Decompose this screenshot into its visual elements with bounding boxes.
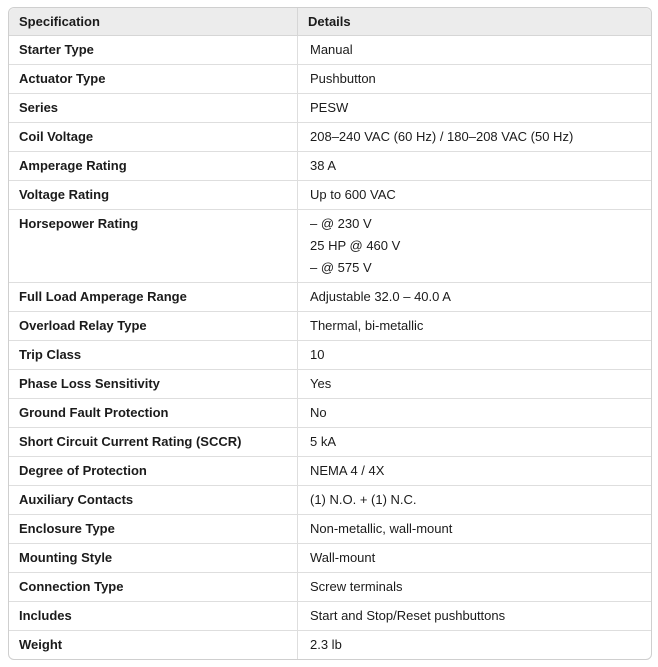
table-row bbox=[9, 601, 651, 630]
table-row bbox=[9, 209, 651, 282]
spec-details-cell bbox=[298, 180, 651, 209]
detail-line: (1) N.O. + (1) N.C. bbox=[310, 492, 417, 507]
table-row bbox=[9, 93, 651, 122]
detail-line: Up to 600 VAC bbox=[310, 187, 396, 202]
table-row bbox=[9, 572, 651, 601]
spec-details-cell bbox=[298, 151, 651, 180]
spec-name-cell: Series bbox=[9, 93, 298, 122]
table-row bbox=[9, 369, 651, 398]
detail-line: 10 bbox=[310, 347, 325, 362]
spec-name-cell: Short Circuit Current Rating (SCCR) bbox=[9, 427, 298, 456]
detail-line: – @ 230 V bbox=[310, 216, 372, 231]
spec-name-cell: Starter Type bbox=[9, 36, 298, 64]
detail-line: Adjustable 32.0 – 40.0 A bbox=[310, 289, 451, 304]
spec-details-cell bbox=[298, 340, 651, 369]
spec-details-cell bbox=[298, 311, 651, 340]
spec-details-cell bbox=[298, 36, 651, 64]
table-row bbox=[9, 485, 651, 514]
detail-line: 208–240 VAC (60 Hz) / 180–208 VAC (50 Hz) bbox=[310, 129, 574, 144]
spec-details-cell bbox=[298, 398, 651, 427]
table-row bbox=[9, 122, 651, 151]
detail-line: NEMA 4 / 4X bbox=[310, 463, 385, 478]
detail-line: 38 A bbox=[310, 158, 337, 173]
detail-line: – @ 575 V bbox=[310, 260, 372, 275]
spec-details-cell bbox=[298, 64, 651, 93]
table-row bbox=[9, 514, 651, 543]
spec-details-cell bbox=[298, 209, 651, 282]
spec-name-cell: Mounting Style bbox=[9, 543, 298, 572]
spec-details-cell bbox=[298, 485, 651, 514]
table-header bbox=[9, 8, 651, 36]
spec-details-cell bbox=[298, 427, 651, 456]
detail-line: Wall-mount bbox=[310, 550, 376, 565]
table-row bbox=[9, 64, 651, 93]
spec-details-cell bbox=[298, 122, 651, 151]
table-row bbox=[9, 151, 651, 180]
spec-name-cell: Horsepower Rating bbox=[9, 209, 298, 282]
table-row bbox=[9, 630, 651, 659]
specification-table bbox=[8, 7, 652, 660]
spec-name-cell: Full Load Amperage Range bbox=[9, 282, 298, 311]
spec-details-cell bbox=[298, 93, 651, 122]
table-header-row bbox=[9, 8, 651, 36]
spec-name-cell: Degree of Protection bbox=[9, 456, 298, 485]
spec-name-cell: Weight bbox=[9, 630, 298, 659]
detail-line: Manual bbox=[310, 42, 353, 57]
spec-name-cell: Actuator Type bbox=[9, 64, 298, 93]
spec-name-cell: Amperage Rating bbox=[9, 151, 298, 180]
table-row bbox=[9, 282, 651, 311]
spec-details-cell bbox=[298, 369, 651, 398]
detail-line: Non-metallic, wall-mount bbox=[310, 521, 453, 536]
table-row bbox=[9, 543, 651, 572]
spec-name-cell: Overload Relay Type bbox=[9, 311, 298, 340]
spec-name-cell: Phase Loss Sensitivity bbox=[9, 369, 298, 398]
spec-details-cell bbox=[298, 630, 651, 659]
spec-details-cell bbox=[298, 572, 651, 601]
detail-line: Screw terminals bbox=[310, 579, 403, 594]
detail-line: Thermal, bi-metallic bbox=[310, 318, 424, 333]
spec-details-cell bbox=[298, 514, 651, 543]
spec-name-cell: Auxiliary Contacts bbox=[9, 485, 298, 514]
table-row bbox=[9, 340, 651, 369]
spec-details-cell bbox=[298, 601, 651, 630]
spec-details-cell bbox=[298, 282, 651, 311]
spec-name-cell: Voltage Rating bbox=[9, 180, 298, 209]
spec-name-cell: Enclosure Type bbox=[9, 514, 298, 543]
detail-line: Yes bbox=[310, 376, 332, 391]
detail-line: No bbox=[310, 405, 327, 420]
spec-name-cell: Trip Class bbox=[9, 340, 298, 369]
detail-line: 25 HP @ 460 V bbox=[310, 238, 401, 253]
detail-line: PESW bbox=[310, 100, 349, 115]
spec-name-cell: Ground Fault Protection bbox=[9, 398, 298, 427]
table-row bbox=[9, 180, 651, 209]
spec-details-cell bbox=[298, 543, 651, 572]
spec-name-cell: Coil Voltage bbox=[9, 122, 298, 151]
detail-line: Pushbutton bbox=[310, 71, 376, 86]
table-row bbox=[9, 311, 651, 340]
table-body bbox=[9, 36, 651, 659]
spec-name-cell: Includes bbox=[9, 601, 298, 630]
column-header-specification: Specification bbox=[9, 8, 298, 36]
column-header-details: Details bbox=[298, 8, 651, 36]
detail-line: Start and Stop/Reset pushbuttons bbox=[310, 608, 506, 623]
detail-line: 5 kA bbox=[310, 434, 337, 449]
table-row bbox=[9, 398, 651, 427]
spec-name-cell: Connection Type bbox=[9, 572, 298, 601]
spec-details-cell bbox=[298, 456, 651, 485]
table-row bbox=[9, 36, 651, 64]
table-row bbox=[9, 427, 651, 456]
table-row bbox=[9, 456, 651, 485]
detail-line: 2.3 lb bbox=[310, 637, 342, 652]
